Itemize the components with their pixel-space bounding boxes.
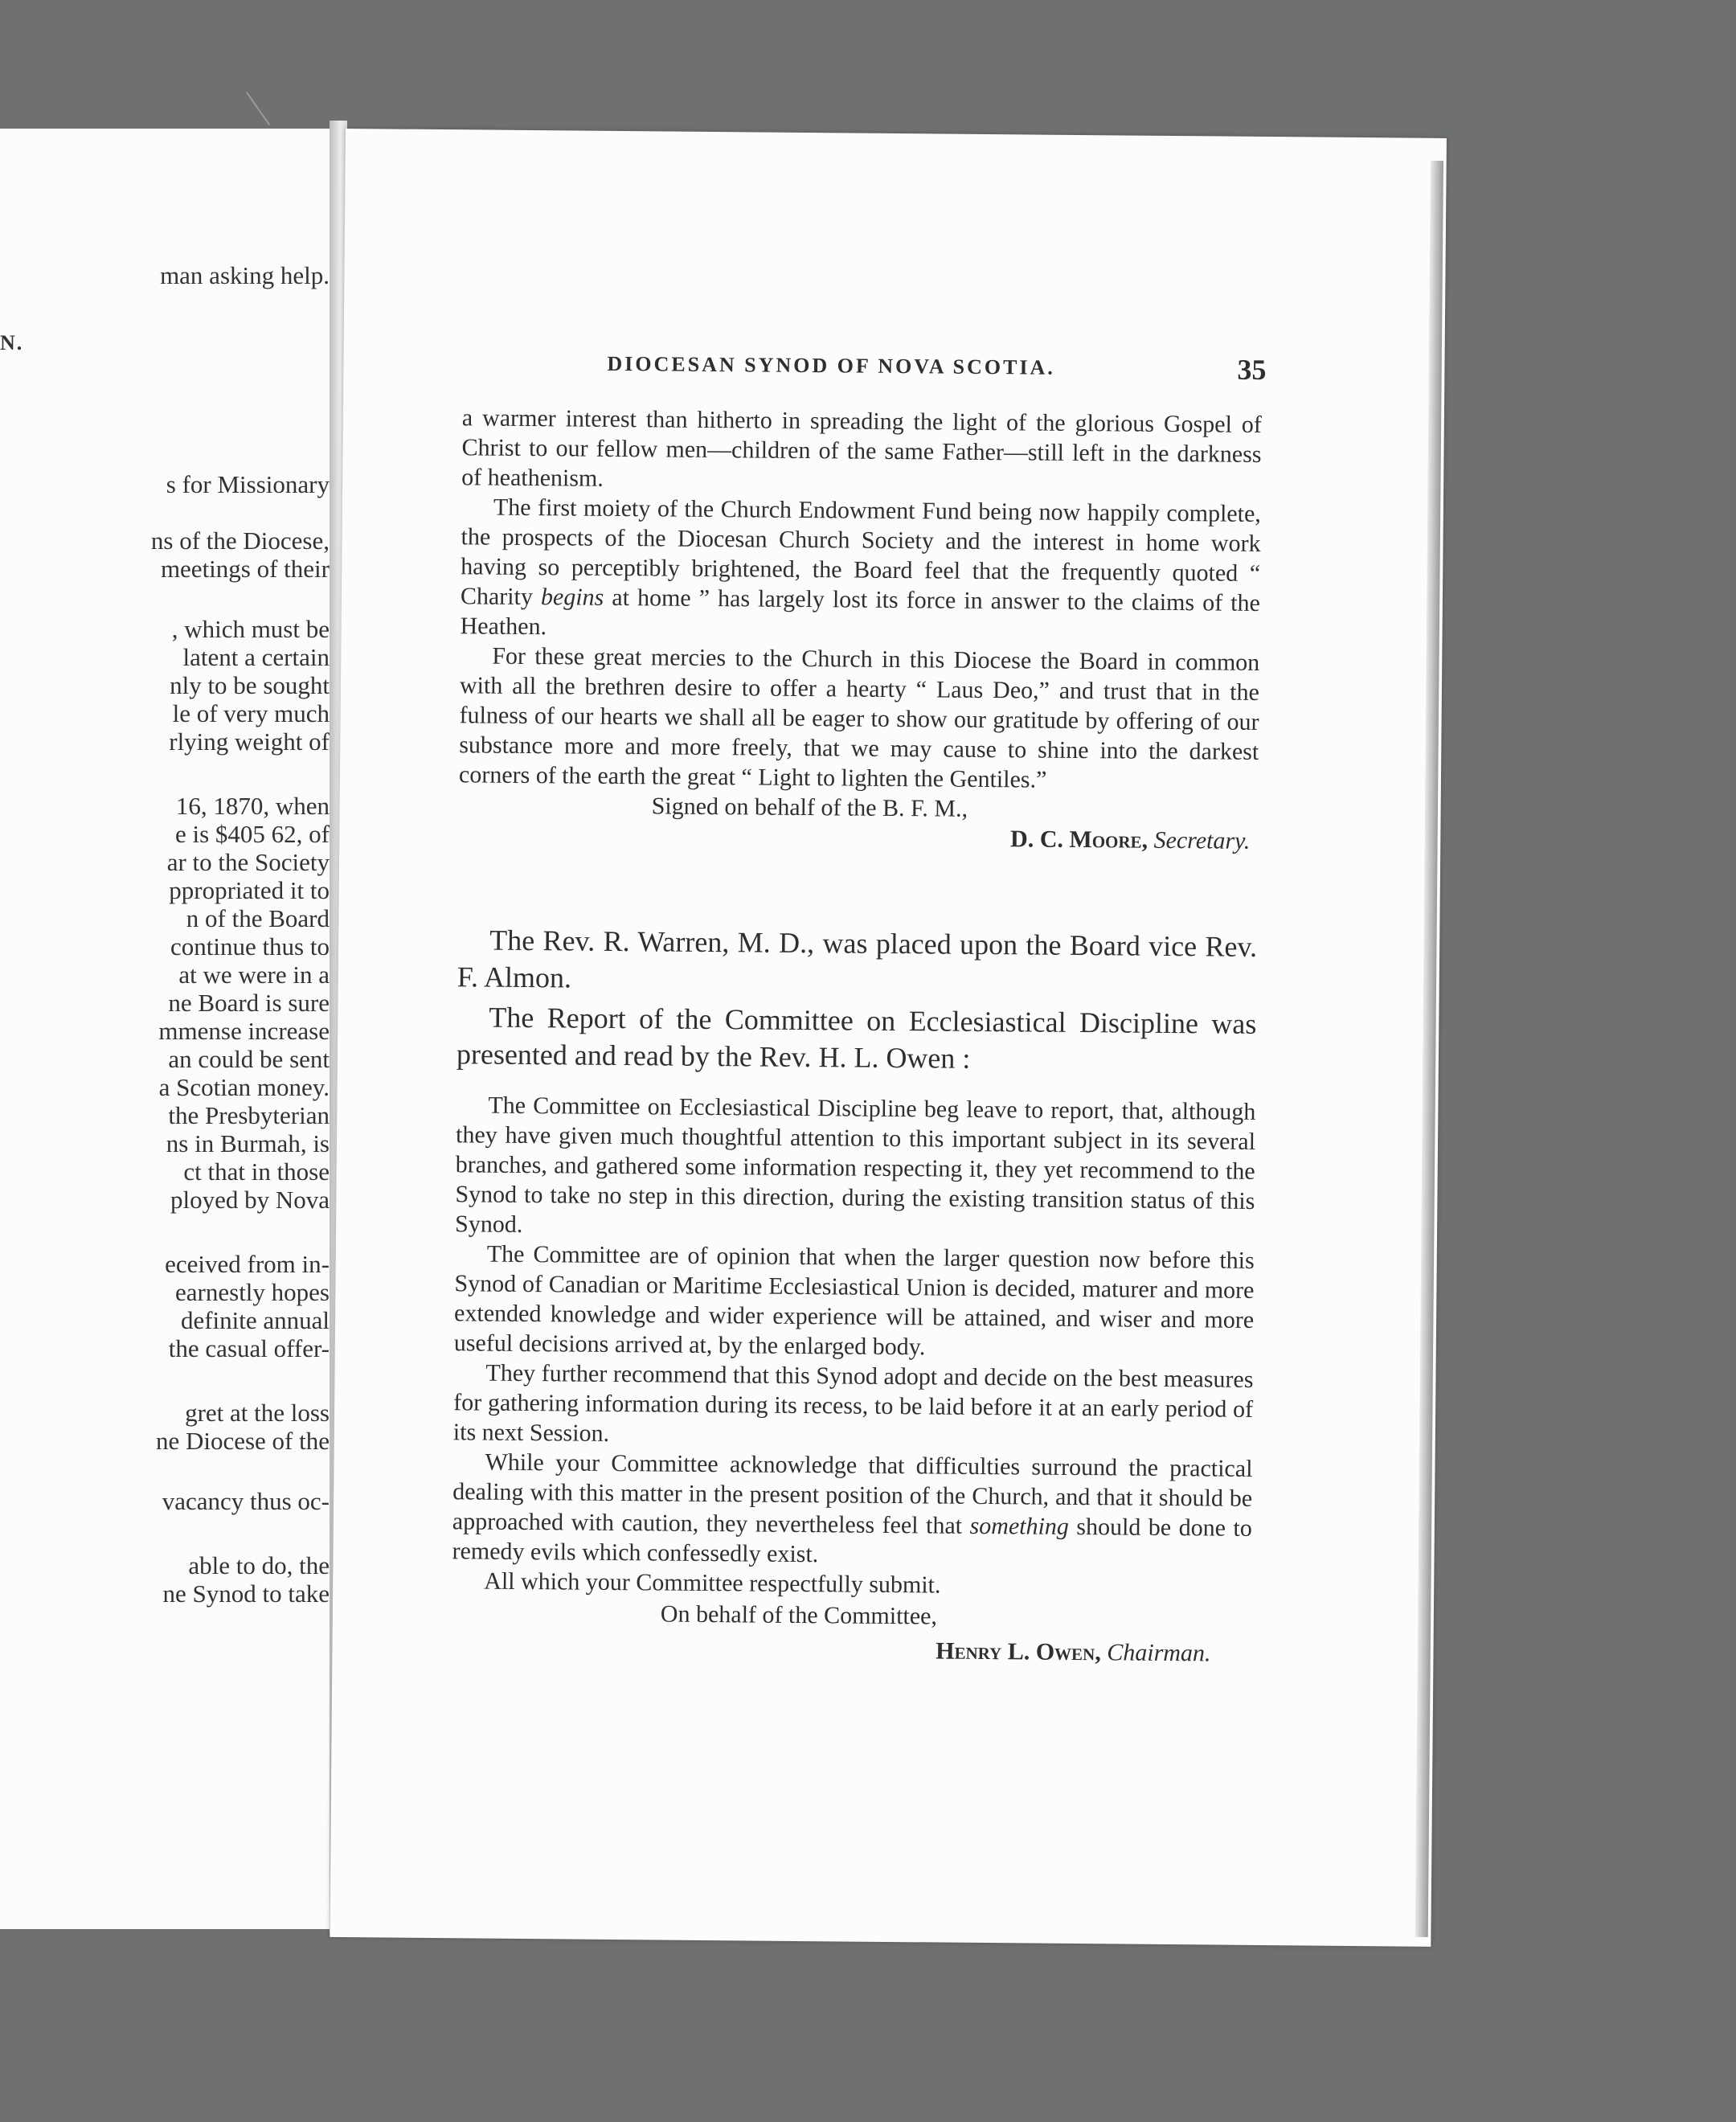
previous-page-line: e is $405 62, of (174, 820, 330, 848)
previous-page-line: vacancy thus oc- (162, 1487, 330, 1515)
bfm-signatory-title: Secretary. (1153, 826, 1251, 854)
previous-page-line: ployed by Nova (170, 1186, 330, 1214)
previous-page-line: ns of the Diocese, (150, 526, 330, 555)
committee-paragraph: While your Committee acknowledge that difficulties surround the practical dealing with this matter in the present position of the Church, and that it should be approached with caution, they nevertheless feel that something should be done to remedy evils which confessedly exist. (452, 1448, 1253, 1568)
previous-page-line: ne Diocese of the (155, 1427, 330, 1455)
previous-page-line: continue thus to (170, 932, 330, 961)
previous-page-line: s for Missionary (166, 470, 330, 498)
previous-page-line: ar to the Society (166, 848, 330, 876)
previous-page-line: at we were in a (178, 961, 330, 989)
bfm-report-text (458, 403, 1262, 856)
previous-page-line: the casual offer- (168, 1334, 330, 1362)
bfm-signature (458, 819, 1258, 856)
committee-signatory-title: Chairman. (1107, 1639, 1211, 1667)
previous-page-line: ne Synod to take (162, 1579, 330, 1608)
previous-page-line: 16, 1870, when (175, 792, 330, 820)
previous-page-line: ns in Burmah, is (166, 1129, 330, 1157)
previous-page-line: earnestly hopes (175, 1278, 330, 1306)
proceedings-paragraph: The Report of the Committee on Ecclesiastical Discipline was presented and read by the Rev. H. L. Owen : (456, 1001, 1257, 1075)
previous-page-line: man asking help. (160, 261, 330, 289)
proceedings-text (457, 921, 1258, 1079)
previous-page-line: mmense increase (158, 1017, 330, 1045)
bfm-signed: Signed on behalf of the B. F. M., (651, 793, 968, 822)
committee-paragraph: They further recommend that this Synod adopt and decide on the best measures for gathering information during its recess, to be laid before it at an early period of its next Session. (452, 1359, 1254, 1447)
previous-page-line: ne Board is sure (168, 989, 330, 1017)
previous-page-line: le of very much (172, 699, 330, 727)
committee-paragraph: The Committee on Ecclesiastical Discipline beg leave to report, that, although they have given much thoughtful attention to this important subject in its several branches, and gathered some information respecting it, they yet recommend to the Synod to take no step in this direction, during the existing transition status of this Synod. (454, 1092, 1256, 1238)
page-number: 35 (1237, 353, 1267, 387)
previous-page-line: n of the Board (186, 904, 330, 932)
emphasis: something (969, 1512, 1070, 1540)
current-page (330, 129, 1447, 1947)
bfm-signatory-name: D. C. Moore, (1009, 825, 1148, 854)
bfm-paragraph: The first moiety of the Church Endowment Fund being now happily complete, the prospects of the Diocesan Church Society and the interest in home work having so perceptibly brightened, the Board feel that the frequently quoted “ Charity begins at home ” has largely lost its force in answer to the claims of the Heathen. (460, 494, 1262, 641)
previous-page-line: able to do, the (188, 1551, 330, 1579)
previous-page-line: ct that in those (183, 1157, 330, 1186)
previous-page-header-fragment: N. (0, 331, 24, 354)
previous-page (0, 129, 333, 1929)
committee-on-behalf: On behalf of the Committee, (660, 1600, 938, 1630)
committee-signature (451, 1632, 1251, 1669)
previous-page-line: an could be sent (168, 1045, 330, 1073)
committee-signatory-name: Henry L. Owen, (936, 1637, 1101, 1666)
committee-paragraph: All which your Committee respectfully submit. (484, 1567, 941, 1599)
previous-page-line: a Scotian money. (158, 1073, 330, 1101)
previous-page-line: latent a certain (182, 643, 330, 671)
proceedings-paragraph: The Rev. R. Warren, M. D., was placed upon the Board vice Rev. F. Almon. (457, 924, 1258, 994)
previous-page-line: the Presbyterian (168, 1101, 330, 1129)
previous-page-line: nly to be sought (170, 671, 330, 699)
committee-paragraph: The Committee are of opinion that when the larger question now before this Synod of Canadian or Maritime Ecclesiastical Union is decided, maturer and more extended knowledge and wider experience will be attained, and wiser and more useful decisions arrived at, by the enlarged body. (453, 1240, 1255, 1361)
bfm-paragraph: a warmer interest than hitherto in spreading the light of the glorious Gospel of Christ to our fellow men—children of the same Father—still left in the darkness of heathenism. (461, 404, 1262, 492)
emphasis: begins (540, 584, 604, 611)
previous-page-line: gret at the loss (185, 1399, 330, 1427)
previous-page-line: rlying weight of (169, 727, 330, 756)
previous-page-line: , which must be (171, 615, 330, 643)
paper-mark (246, 92, 270, 125)
running-head-title: DIOCESAN SYNOD OF NOVA SCOTIA. (607, 351, 1055, 379)
bfm-paragraph: For these great mercies to the Church in this Diocese the Board in common with all the brethren desire to offer a hearty “ Laus Deo,” and trust that in the fulness of our hearts we shall all be eager to show our gratitude by offering of our substance more and more freely, that we may cause to shine into the darkest corners of the earth the great “ Light to lighten the Gentiles.” (458, 642, 1260, 793)
committee-on-behalf-line (452, 1597, 1251, 1634)
previous-page-line: ppropriated it to (169, 876, 330, 904)
previous-page-line: definite annual (180, 1306, 330, 1334)
previous-page-line: meetings of their (160, 555, 330, 583)
committee-report-text (451, 1090, 1255, 1669)
running-head (462, 350, 1266, 390)
previous-page-line: eceived from in- (165, 1250, 330, 1278)
